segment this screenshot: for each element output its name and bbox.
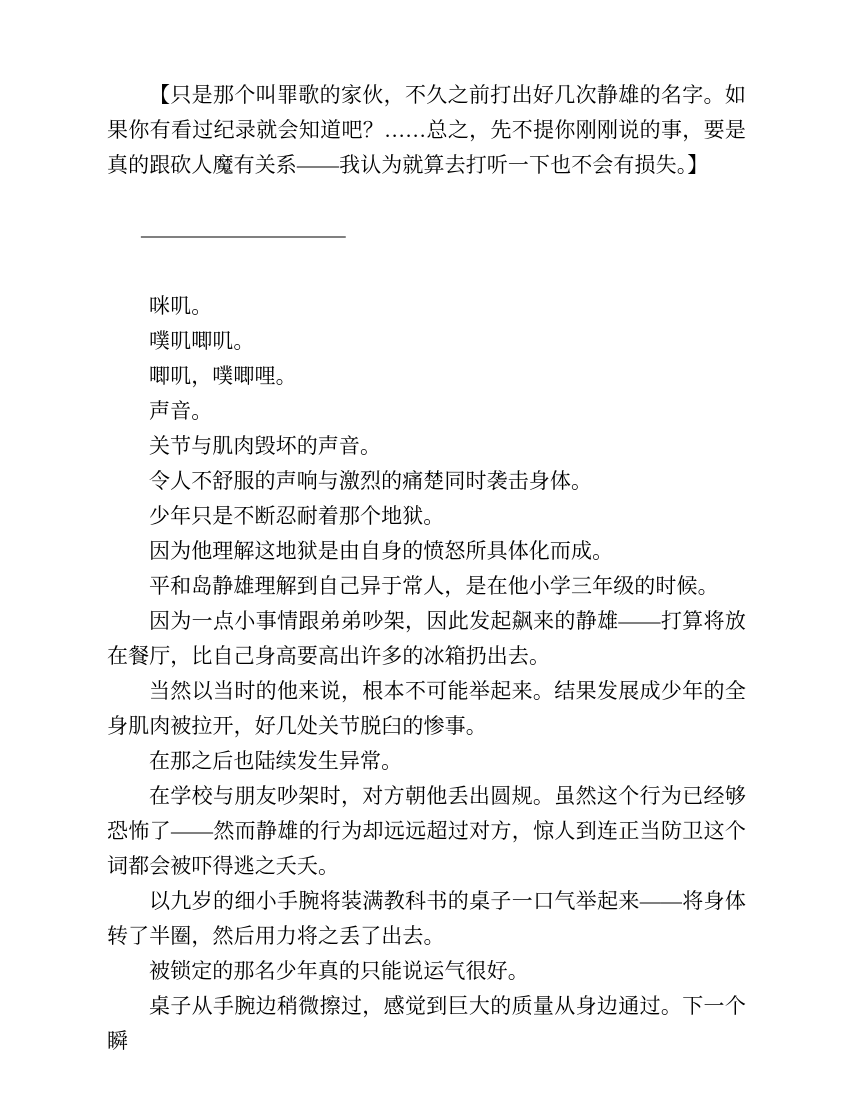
paragraph-injury: 当然以当时的他来说，根本不可能举起来。结果发展成少年的全身肌肉被拉开，好几处关节脱臼的惨事。	[107, 679, 746, 738]
paragraph-compass: 在学校与朋友吵架时，对方朝他丢出圆规。虽然这个行为已经够恐怖了——然而静雄的行为却远远超过对方，惊人到连正当防卫这个词都会被吓得逃之夭夭。	[107, 784, 746, 878]
paragraph-fridge: 因为一点小事情跟弟弟吵架，因此发起飙来的静雄——打算将放在餐厅，比自己身高要高出许多的冰箱扔出去。	[107, 609, 746, 668]
paragraph-line-understand: 因为他理解这地狱是由自身的愤怒所具体化而成。	[149, 539, 614, 563]
paragraph-line-heiwajima: 平和岛静雄理解到自己异于常人，是在他小学三年级的时候。	[149, 574, 719, 598]
text-column	[107, 78, 746, 1059]
paragraph-sfx-2: 噗叽唧叽。	[149, 329, 255, 353]
paragraph-line-endure: 少年只是不断忍耐着那个地狱。	[149, 504, 445, 528]
paragraph-line-joints: 关节与肌肉毁坏的声音。	[149, 434, 382, 458]
paragraph-line-after: 在那之后也陆续发生异常。	[149, 749, 403, 773]
paragraph-line-lucky: 被锁定的那名少年真的只能说运气很好。	[149, 959, 529, 983]
paragraph-line-sound: 声音。	[149, 399, 213, 423]
paragraph-line-discomfort: 令人不舒服的声响与激烈的痛楚同时袭击身体。	[149, 469, 593, 493]
spacer-after-scene-break	[107, 253, 746, 289]
spacer-before-scene-break	[107, 183, 746, 218]
paragraph-bracket-dialogue: 【只是那个叫罪歌的家伙，不久之前打出好几次静雄的名字。如果你有看过纪录就会知道吧？……总之，先不提你刚刚说的事，要是真的跟砍人魔有关系——我认为就算去打听一下也不会有损失。】	[107, 83, 746, 177]
scene-break-rule: ——————————	[141, 223, 346, 247]
paragraph-sfx-3: 唧叽，噗唧哩。	[149, 364, 297, 388]
paragraph-sfx-1: 咪叽。	[149, 294, 213, 318]
paragraph-desk: 以九岁的细小手腕将装满教科书的桌子一口气举起来——将身体转了半圈，然后用力将之丢了出去。	[107, 889, 746, 948]
paragraph-truncated: 桌子从手腕边稍微擦过，感觉到巨大的质量从身边通过。下一个瞬	[107, 994, 746, 1053]
